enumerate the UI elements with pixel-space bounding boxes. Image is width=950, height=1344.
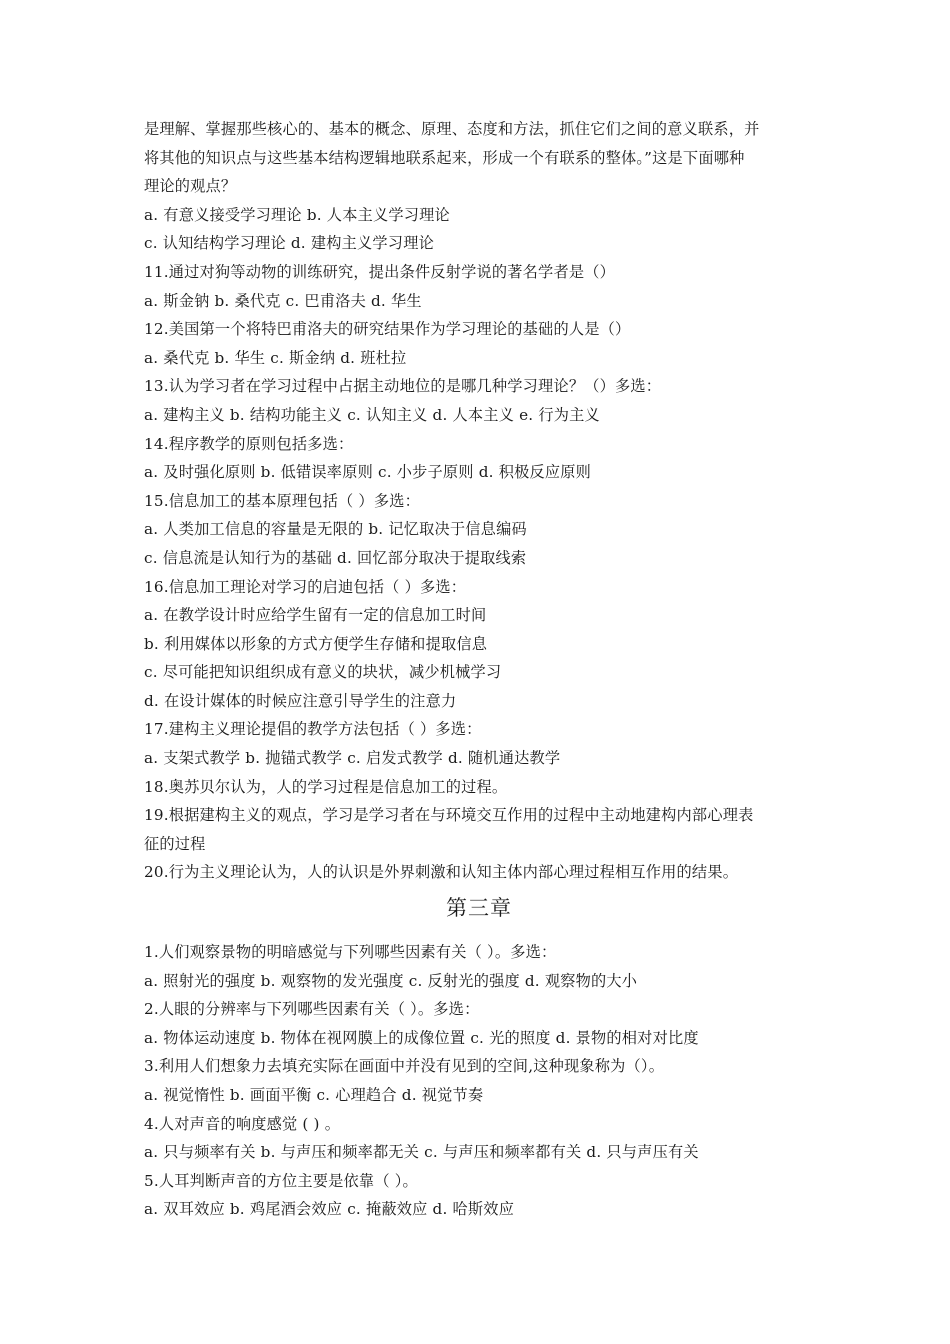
question-17: 17.建构主义理论提倡的教学方法包括（ ）多选： [144, 720, 482, 739]
option-line: a. 及时强化原则 b. 低错误率原则 c. 小步子原则 d. 积极反应原则 [144, 463, 592, 482]
question-list-chapter-3 [144, 938, 814, 1224]
option-line: c. 认知结构学习理论 d. 建构主义学习理论 [144, 234, 434, 253]
option-line: a. 在教学设计时应给学生留有一定的信息加工时间 [144, 606, 487, 625]
question-1: 1.人们观察景物的明暗感觉与下列哪些因素有关（ ）。多选： [144, 943, 557, 961]
text-line: 征的过程 [144, 834, 206, 853]
question-4: 4.人对声音的响度感觉 ( ) 。 [144, 1114, 341, 1133]
question-2: 2.人眼的分辨率与下列哪些因素有关（ ）。多选： [144, 1000, 480, 1019]
question-13: 13.认为学习者在学习过程中占据主动地位的是哪几种学习理论？（）多选： [144, 377, 662, 396]
option-line: a. 建构主义 b. 结构功能主义 c. 认知主义 d. 人本主义 e. 行为主义 [144, 405, 600, 424]
question-14: 14.程序教学的原则包括多选： [144, 434, 354, 453]
option-line: a. 视觉惰性 b. 画面平衡 c. 心理趋合 d. 视觉节奏 [144, 1085, 484, 1104]
option-line: a. 物体运动速度 b. 物体在视网膜上的成像位置 c. 光的照度 d. 景物的相对对比度 [144, 1028, 699, 1047]
option-line: d. 在设计媒体的时候应注意引导学生的注意力 [144, 691, 457, 710]
question-3: 3.利用人们想象力去填充实际在画面中并没有见到的空间,这种现象称为（）。 [144, 1057, 665, 1076]
question-list-chapter-2 [144, 115, 814, 887]
question-19: 19.根据建构主义的观点，学习是学习者在与环境交互作用的过程中主动地建构内部心理表 [144, 806, 754, 825]
option-line: a. 人类加工信息的容量是无限的 b. 记忆取决于信息编码 [144, 520, 527, 539]
option-line: a. 双耳效应 b. 鸡尾酒会效应 c. 掩蔽效应 d. 哈斯效应 [144, 1200, 515, 1219]
text-line: 将其他的知识点与这些基本结构逻辑地联系起来，形成一个有联系的整体。”这是下面哪种 [144, 148, 745, 167]
option-line: a. 斯金钠 b. 桑代克 c. 巴甫洛夫 d. 华生 [144, 291, 422, 310]
question-18: 18.奥苏贝尔认为，人的学习过程是信息加工的过程。 [144, 777, 508, 796]
question-11: 11.通过对狗等动物的训练研究，提出条件反射学说的著名学者是（） [144, 262, 615, 281]
question-12: 12.美国第一个将特巴甫洛夫的研究结果作为学习理论的基础的人是（） [144, 320, 631, 339]
option-line: a. 有意义接受学习理论 b. 人本主义学习理论 [144, 205, 450, 224]
question-5: 5.人耳判断声音的方位主要是依靠（ ）。 [144, 1171, 418, 1190]
option-line: c. 信息流是认知行为的基础 d. 回忆部分取决于提取线索 [144, 548, 527, 567]
text-line: 理论的观点？ [144, 177, 237, 196]
question-15: 15.信息加工的基本原理包括（ ）多选： [144, 491, 420, 510]
chapter-heading: 第三章 [446, 896, 512, 920]
question-20: 20.行为主义理论认为，人的认识是外界刺激和认知主体内部心理过程相互作用的结果。 [144, 863, 739, 882]
option-line: a. 只与频率有关 b. 与声压和频率都无关 c. 与声压和频率都有关 d. 只与声压有关 [144, 1143, 699, 1162]
option-line: a. 桑代克 b. 华生 c. 斯金纳 d. 班杜拉 [144, 348, 407, 367]
option-line: a. 照射光的强度 b. 观察物的发光强度 c. 反射光的强度 d. 观察物的大小 [144, 971, 638, 990]
option-line: a. 支架式教学 b. 抛锚式教学 c. 启发式教学 d. 随机通达教学 [144, 749, 561, 768]
question-16: 16.信息加工理论对学习的启迪包括（ ）多选： [144, 577, 467, 596]
option-line: b. 利用媒体以形象的方式方便学生存储和提取信息 [144, 634, 488, 653]
option-line: c. 尽可能把知识组织成有意义的块状，减少机械学习 [144, 663, 502, 682]
text-line: 是理解、掌握那些核心的、基本的概念、原理、态度和方法，抓住它们之间的意义联系，并 [144, 120, 760, 138]
